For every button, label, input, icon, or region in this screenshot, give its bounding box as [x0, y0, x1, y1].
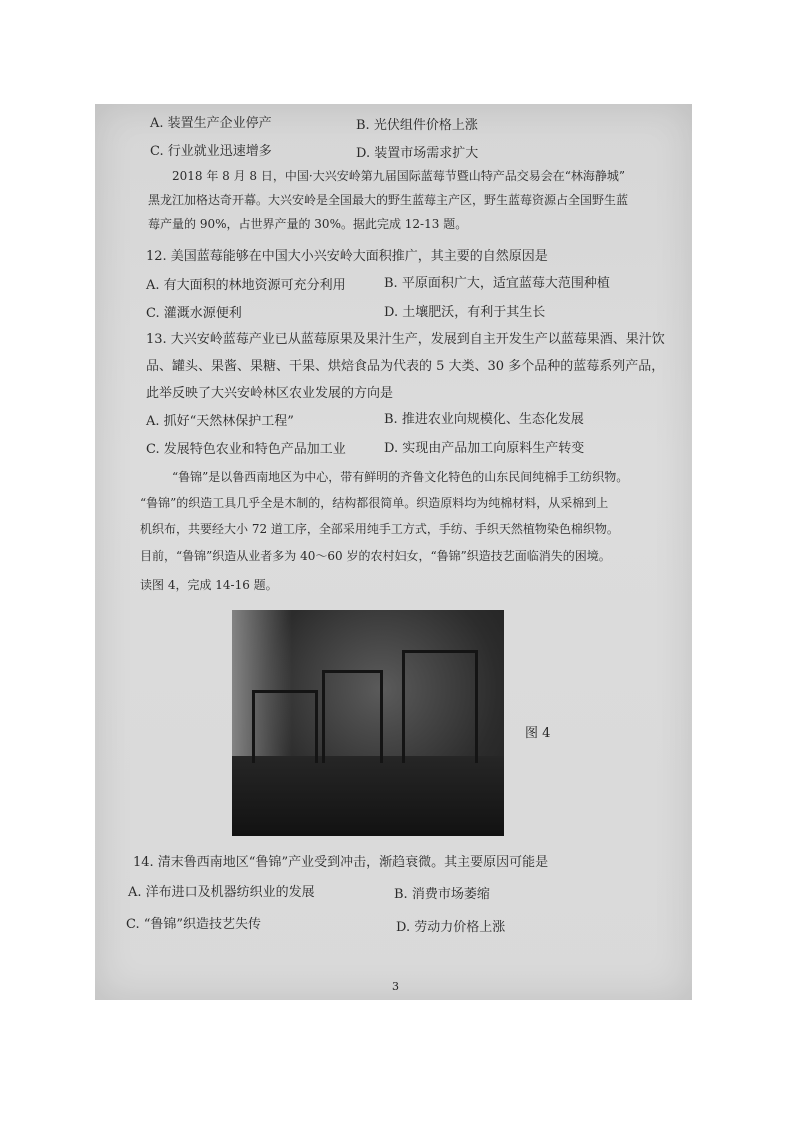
question-13-line-3: 此举反映了大兴安岭林区农业发展的方向是 [146, 386, 394, 401]
option-a-prev: A. 装置生产企业停产 [150, 116, 272, 131]
option-d-prev: D. 装置市场需求扩大 [356, 146, 479, 161]
question-12-option-d: D. 土壤肥沃，有利于其生长 [384, 305, 546, 320]
question-13-line-1: 13. 大兴安岭蓝莓产业已从蓝莓原果及果汁生产，发展到自主开发生产以蓝莓果酒、果汁饮 [146, 332, 665, 347]
question-13-option-c: C. 发展特色农业和特色产品加工业 [146, 442, 346, 457]
question-13-option-d: D. 实现由产品加工向原料生产转变 [384, 441, 585, 456]
question-12-option-b: B. 平原面积广大，适宜蓝莓大范围种植 [384, 276, 610, 291]
question-12: 12. 美国蓝莓能够在中国大小兴安岭大面积推广，其主要的自然原因是 [146, 249, 548, 264]
question-14-option-a: A. 洋布进口及机器纺织业的发展 [128, 885, 315, 900]
passage-1-line-1: 2018 年 8 月 8 日，中国·大兴安岭第九届国际蓝莓节暨山特产品交易会在“林海静城” [172, 169, 625, 183]
question-13-line-2: 品、罐头、果酱、果糖、干果、烘焙食品为代表的 5 大类、30 多个品种的蓝莓系列产品， [146, 359, 665, 374]
page-number: 3 [392, 980, 399, 993]
question-14-option-b: B. 消费市场萎缩 [394, 887, 490, 902]
passage-2-line-5: 读图 4，完成 14-16 题。 [140, 578, 278, 592]
question-12-option-a: A. 有大面积的林地资源可充分利用 [146, 278, 346, 293]
passage-2-line-3: 机织布，共要经大小 72 道工序，全部采用纯手工方式，手纺、手织天然植物染色棉织物。 [140, 522, 619, 536]
question-14-option-c: C. “鲁锦”织造技艺失传 [126, 917, 262, 932]
loom-frame [252, 690, 318, 763]
passage-1-line-2: 黑龙江加格达奇开幕。大兴安岭是全国最大的野生蓝莓主产区，野生蓝莓资源占全国野生蓝 [148, 193, 629, 207]
passage-2-line-1: “鲁锦”是以鲁西南地区为中心，带有鲜明的齐鲁文化特色的山东民间纯棉手工纺织物。 [172, 470, 629, 484]
passage-2-line-4: 目前，“鲁锦”织造从业者多为 40～60 岁的农村妇女，“鲁锦”织造技艺面临消失的困境。 [140, 549, 611, 563]
photo-floor [232, 756, 504, 836]
question-13-option-b: B. 推进农业向规模化、生态化发展 [384, 412, 584, 427]
question-14-option-d: D. 劳动力价格上涨 [396, 920, 506, 935]
passage-1-line-3: 莓产量的 90%，占世界产量的 30%。据此完成 12-13 题。 [148, 217, 468, 231]
loom-workshop-photo [232, 610, 504, 836]
question-12-option-c: C. 灌溉水源便利 [146, 306, 242, 321]
question-14: 14. 清末鲁西南地区“鲁锦”产业受到冲击，渐趋衰微。其主要原因可能是 [133, 855, 549, 870]
option-c-prev: C. 行业就业迅速增多 [150, 144, 272, 159]
passage-2-line-2: “鲁锦”的织造工具几乎全是木制的，结构都很简单。织造原料均为纯棉材料，从采棉到上 [140, 496, 609, 510]
option-b-prev: B. 光伏组件价格上涨 [356, 118, 478, 133]
figure-label: 图 4 [525, 726, 551, 741]
question-13-option-a: A. 抓好“天然林保护工程” [146, 414, 294, 429]
loom-frame [402, 650, 478, 763]
loom-frame [322, 670, 383, 763]
